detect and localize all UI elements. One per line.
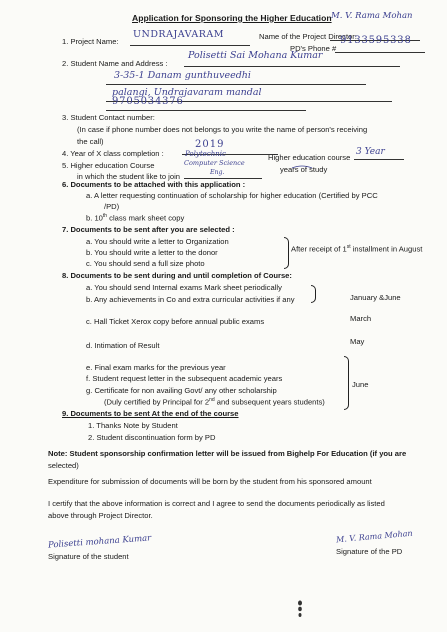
pd-phone-label: PD's Phone # <box>290 44 337 53</box>
x-year-value: 2019 <box>195 139 225 150</box>
contact-number-label: 3. Student Contact number: <box>62 113 155 122</box>
course-value-2: Computer Science <box>184 159 245 167</box>
course-label: 5. Higher education Course <box>62 161 155 170</box>
section-7-item-b: b. You should write a letter to the donor <box>86 248 218 257</box>
x-year-label: 4. Year of X class completion : <box>62 149 164 158</box>
section-8-item-g: g. Certificate for non availing Govt/ any other scholarship <box>86 386 277 395</box>
course-years-label-2: years of study <box>280 165 328 174</box>
pd-signature-label: Signature of the PD <box>336 547 403 556</box>
pd-name-label: Name of the Project Director: <box>259 32 357 41</box>
note-line-2: selected) <box>48 461 79 470</box>
certify-line-1: I certify that the above information is correct and I agree to send the documents periodically as listed <box>48 499 385 508</box>
student-name-value: Polisetti Sai Mohana Kumar <box>188 50 323 61</box>
contact-note-line-2: the call) <box>77 137 104 146</box>
note-line-1: Note: Student sponsorship confirmation letter will be issued from Bighelp For Education (if you are <box>48 449 407 458</box>
section-8-item-b: b. Any achievements in Co and extra curricular activities if any <box>86 295 295 304</box>
course-years-value: 3 Year <box>356 147 385 157</box>
section-8-item-g-cont: (Duly certified by Principal for 2nd and subsequent years students) <box>104 397 325 407</box>
section-8-d-timing: May <box>350 337 365 346</box>
student-signature-label: Signature of the student <box>48 552 129 561</box>
section-8-ab-timing: January &June <box>350 293 401 302</box>
section-8-heading: 8. Documents to be sent during and until completion of Course: <box>62 271 292 280</box>
section-8-efg-timing: June <box>352 380 369 389</box>
section-7-brace <box>284 237 289 269</box>
expenditure-note: Expenditure for submission of documents will be born by the student from his sponsored amount <box>48 477 372 486</box>
section-9-heading: 9. Documents to be sent At the end of the course <box>62 409 239 418</box>
section-6-item-a-cont: /PD) <box>104 202 120 211</box>
student-signature: Polisetti mohana Kumar <box>47 533 152 551</box>
section-8-item-c: c. Hall Ticket Xerox copy before annual public exams <box>86 317 265 326</box>
project-name-value: UNDRAJAVARAM <box>133 29 224 40</box>
page-title: Application for Sponsoring the Higher Education <box>132 13 332 23</box>
section-8-item-f: f. Student request letter in the subsequent academic years <box>86 374 283 383</box>
section-9-item-1: 1. Thanks Note by Student <box>88 421 178 430</box>
section-7-item-a: a. You should write a letter to Organization <box>86 237 229 246</box>
pd-signature: M. V. Rama Mohan <box>335 528 413 545</box>
section-7-item-c: c. You should send a full size photo <box>86 259 205 268</box>
student-name-label: 2. Student Name and Address : <box>62 59 168 68</box>
section-6-item-a: a. A letter requesting continuation of scholarship for higher education (Certified by PCC <box>86 191 378 200</box>
section-8-c-timing: March <box>350 314 372 323</box>
section-9-item-2: 2. Student discontinuation form by PD <box>88 433 216 442</box>
section-6-heading: 6. Documents to be attached with this application : <box>62 180 246 189</box>
project-name-label: 1. Project Name: <box>62 37 119 46</box>
course-years-label: Higher education course <box>268 153 351 162</box>
address-line-1: 3-35-1 Danam gunthuveedhi <box>114 70 251 81</box>
section-6-item-b: b. 10th class mark sheet copy <box>86 213 185 223</box>
contact-note-line-1: (In case if phone number does not belongs to you write the name of person's receiving <box>77 125 368 134</box>
course-value-1: Polytechnic <box>185 150 226 158</box>
student-phone-value: 9705034376 <box>112 96 184 107</box>
address-line-2: palangi, Undrajavaram mandal <box>112 87 262 98</box>
certify-line-2: above through Project Director. <box>48 511 153 520</box>
course-label-line-2: in which the student like to join <box>77 172 180 181</box>
section-8-item-a: a. You should send Internal exams Mark sheet periodically <box>86 283 282 292</box>
section-7-heading: 7. Documents to be sent after you are selected : <box>62 225 235 234</box>
course-value-3: Eng. <box>210 169 225 176</box>
section-8-ab-brace <box>311 285 316 303</box>
pd-phone-value: 9133595338 <box>340 35 412 46</box>
section-7-note: After receipt of 1st installment in August <box>291 244 423 254</box>
section-8-item-e: e. Final exam marks for the previous year <box>86 363 226 372</box>
pd-name-value: M. V. Rama Mohan <box>331 11 413 21</box>
section-8-efg-brace <box>344 356 349 410</box>
section-8-item-d: d. Intimation of Result <box>86 341 160 350</box>
